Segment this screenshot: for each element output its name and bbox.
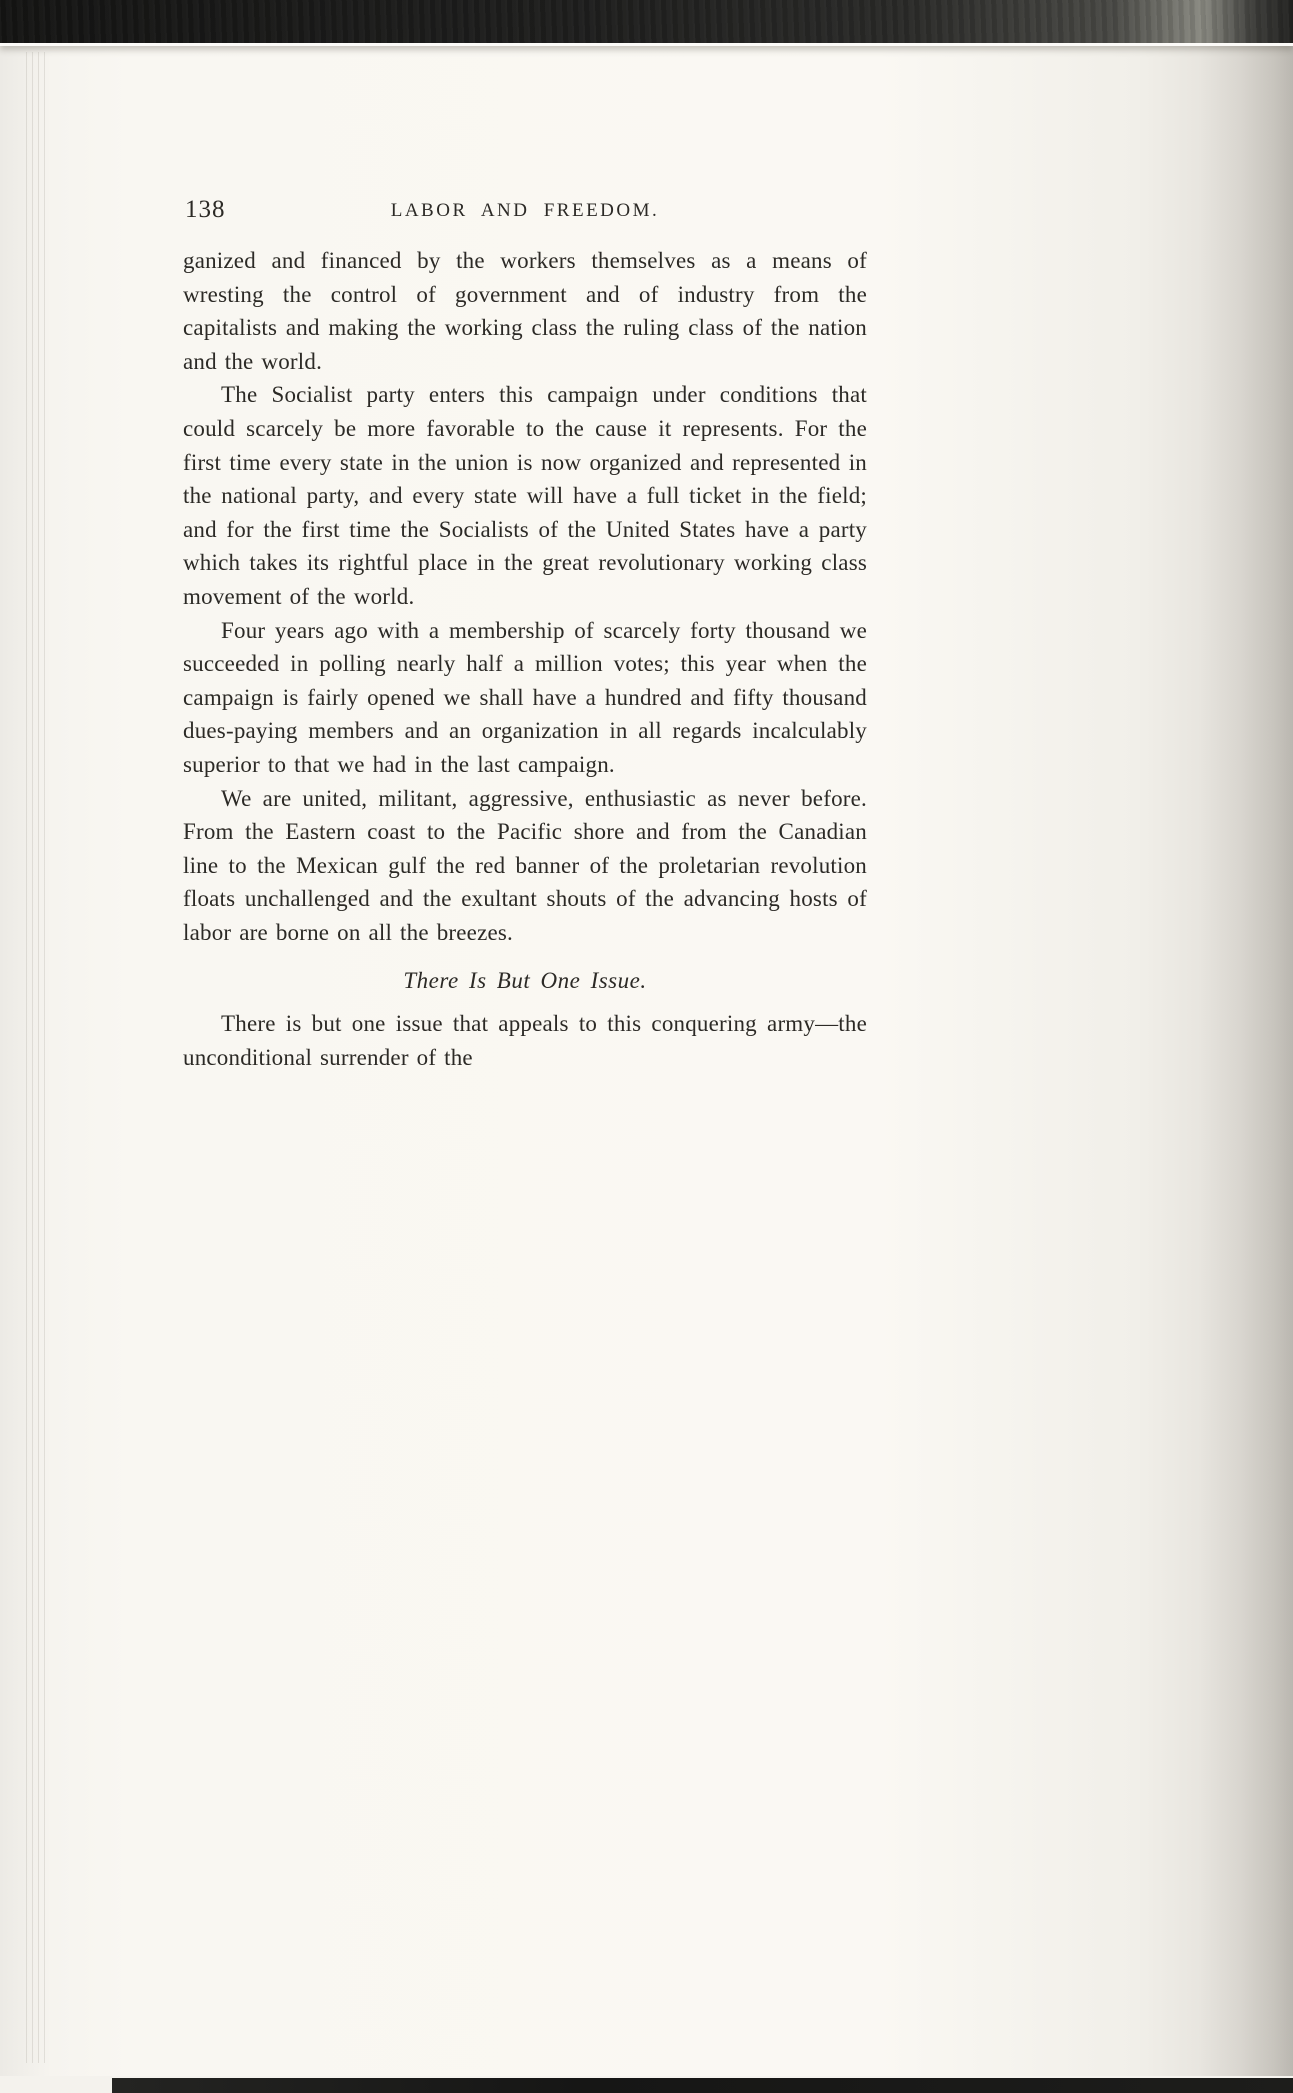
scan-top-band [0, 0, 1293, 46]
scan-bottom-band [112, 2076, 1293, 2093]
body-text [183, 244, 867, 1075]
scan-top-band-texture [0, 0, 1293, 43]
paragraph: The Socialist party enters this campaign under conditions that could scarcely be more favorable to the cause it represents. For the first time every state in the union is now organized and represented in the national party, and every state will have a full ticket in the field; and for the first time the Socialists of the United States have a party which takes its rightful place in the great revolutionary working class movement of the world. [183, 382, 867, 609]
page-content [183, 194, 867, 1075]
running-title: LABOR AND FREEDOM. [390, 200, 660, 221]
section-heading: There Is But One Issue. [403, 968, 647, 994]
page-header [183, 194, 867, 228]
scan-right-edge-shadow [1198, 46, 1293, 2093]
scan-left-edge-artifact [26, 52, 46, 2063]
page-number: 138 [185, 196, 226, 223]
paragraph: We are united, militant, aggressive, enthusiastic as never before. From the Eastern coast to the Pacific shore and from the Canadian line to the Mexican gulf the red banner of the proletarian revolution floats unchallenged and the exultant shouts of the advancing hosts of labor are borne on all the breezes. [183, 785, 867, 945]
paragraph-continuation: ganized and financed by the workers themselves as a means of wresting the control of government and of industry from the capitalists and making the working class the ruling class of the nation and the world. [183, 248, 867, 374]
paragraph-closing: There is but one issue that appeals to this conquering army—the unconditional surrender of the [183, 1011, 867, 1071]
paragraph: Four years ago with a membership of scarcely forty thousand we succeeded in polling nearly half a million votes; this year when the campaign is fairly opened we shall have a hundred and fifty thousand dues-paying members and an organization in all regards incalculably superior to that we had in the last campaign. [183, 617, 867, 777]
scan-bottom-left-gap [0, 2076, 112, 2093]
